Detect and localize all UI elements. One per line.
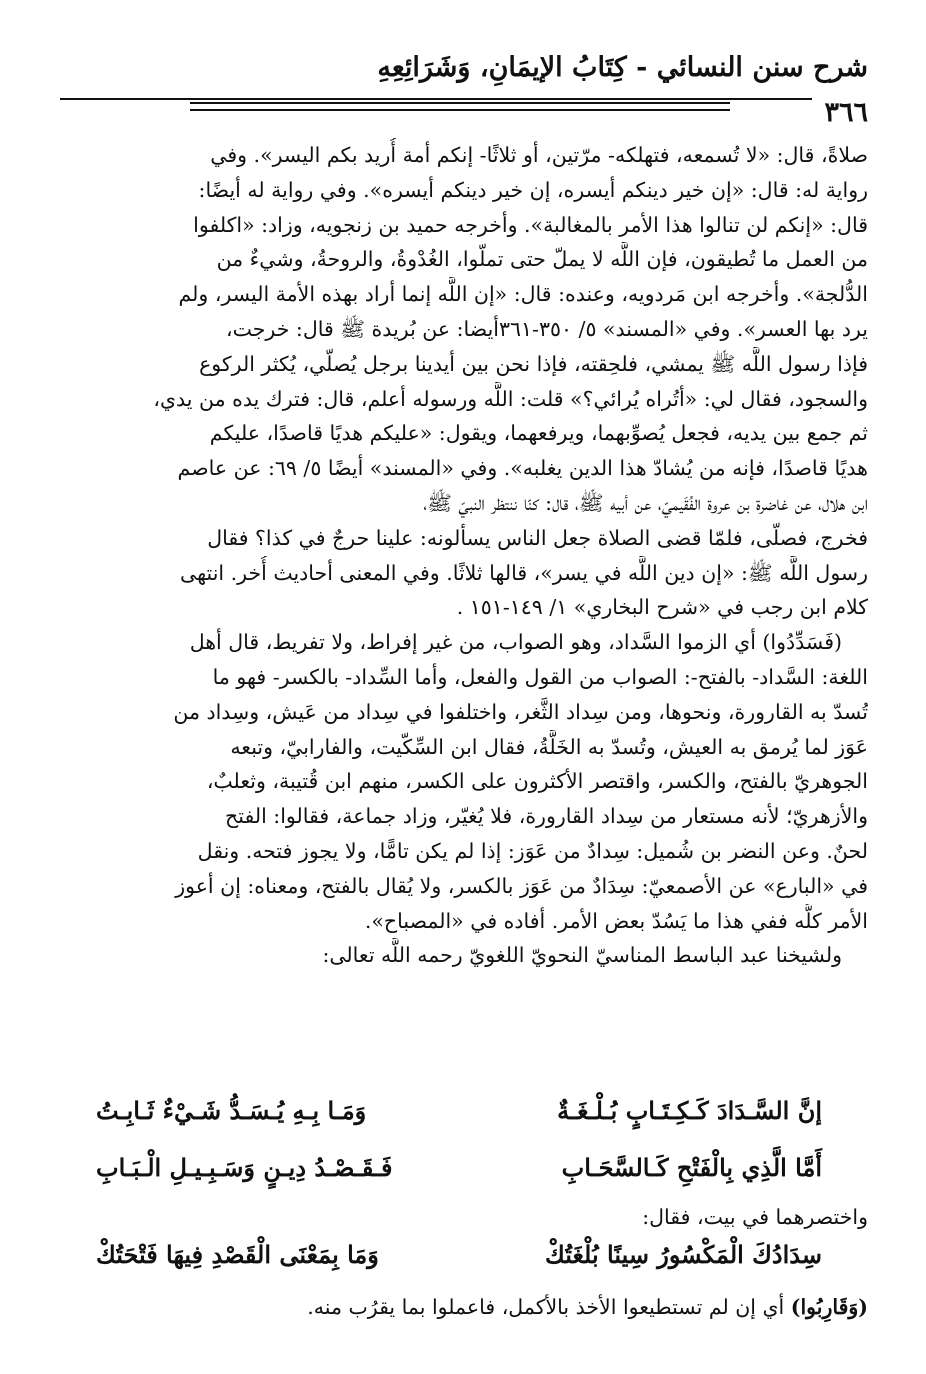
poem-verse-1 (96, 1096, 822, 1125)
body-line: كلام ابن رجب في «شرح البخاري» ١/ ١٤٩-١٥١ . (456, 595, 868, 620)
page-number-rules (190, 102, 730, 116)
verse-2-first-hemistich: أَمَّا الَّذِي بِالْفَتْحِ كَـالسَّحَـابِ (561, 1153, 822, 1182)
closing-text: أي إن لم تستطيعوا الأخذ بالأكمل، فاعملوا بما يقرُب منه. (307, 1295, 791, 1319)
body-line: والسجود، فقال لي: «أتُراه يُرائي؟» قلت: اللَّه ورسوله أعلم، قال: فترك يده من يدي، (153, 386, 868, 411)
verse-3-first-hemistich: سِدَادُكَ الْمَكْسُورُ سِينًا بُلْغَتُكْ (545, 1240, 822, 1269)
poem-verse-2 (96, 1153, 822, 1182)
verse-1-second-hemistich: وَمَـا بِـهِ يُـسَـدُّ شَـيْءٌ ثَـابِـتُ (96, 1096, 367, 1125)
closing-paragraph (64, 1290, 868, 1325)
body-line: (فَسَدِّدُوا) أي الزموا السَّداد، وهو الصواب، من غير إفراط، ولا تفريط، قال أهل (189, 630, 842, 655)
poem-verse-3 (96, 1240, 822, 1269)
body-line: يرد بها العسر». وفي «المسند» ٥/ ٣٥٠-٣٦١أيضا: عن بُريدة ﷺ قال: خرجت، (226, 316, 868, 341)
body-line: رواية له: قال: «إن خير دينكم أيسره، إن خير دينكم أيسره». وفي رواية له أيضًا: (198, 177, 868, 202)
poem-intro-2: واختصرهما في بيت، فقال: (642, 1205, 868, 1229)
body-line: لحنٌ. وعن النضر بن شُميل: سِدادٌ من عَوَز: إذا لم يكن تامًّا، ولا يجوز فتحه. ونقل (197, 838, 868, 863)
body-line: الأمر كلُّه ففي هذا ما يَسُدّ بعض الأمر. أفاده في «المصباح». (364, 908, 868, 933)
running-title: شرح سنن النسائي - كِتَابُ الإيمَانِ، وَشَرَائِعِهِ (377, 52, 868, 83)
body-line: الجوهريّ بالفتح، والكسر، واقتصر الأكثرون على الكسر، منهم ابن قُتيبة، وثعلبٌ، (206, 769, 868, 794)
body-line: فخرج، فصلّى، فلمّا قضى الصلاة جعل الناس يسألونه: علينا حرجٌ في كذا؟ فقال (207, 525, 868, 550)
body-text (64, 138, 868, 973)
body-line: الدُّلجة». وأخرجه ابن مَردويه، وعنده: قال: «إن اللَّه إنما أراد بهذه الأمة اليسر، ولم (178, 282, 868, 307)
verse-2-second-hemistich: فَـقَـصْـدُ دِيـنٍ وَسَـبِـيـلِ الْـبَـابِ (96, 1153, 393, 1182)
page-number: ٣٦٦ (812, 97, 868, 128)
body-line: ابن هلال، عن غاضرة بن عروة الفُقَيميّ، عن أبيه ﷺ، قال: كنّا ننتظر النبيّ ﷺ، (423, 490, 868, 515)
header-rule (60, 98, 868, 100)
body-line: ولشيخنا عبد الباسط المناسيّ النحويّ اللغويّ رحمه اللَّه تعالى: (322, 943, 842, 968)
body-line: هديًا قاصدًا، فإنه من يُشادّ هذا الدين يغلبه». وفي «المسند» أيضًا ٥/ ٦٩: عن عاصم (177, 456, 868, 481)
body-line: عَوَز لما يُرمق به العيش، وتُسدّ به الخَلَّةُ، فقال ابن السِّكّيت، والفارابيّ، وتبعه (230, 734, 868, 759)
body-line: ثم جمع بين يديه، فجعل يُصوِّبهما، ويرفعهما، ويقول: «عليكم هديًا قاصدًا، عليكم (209, 421, 868, 446)
page-header (60, 40, 868, 128)
body-line: والأزهريّ؛ لأنه مستعار من سِداد القارورة، فلا يُغيّر، وزاد جماعة، فقالوا: الفتح (225, 804, 868, 829)
body-line: اللغة: السَّداد- بالفتح-: الصواب من القول والفعل، وأما السِّداد- بالكسر- فهو ما (212, 664, 868, 689)
body-line: قال: «إنكم لن تنالوا هذا الأمر بالمغالبة». وأخرجه حميد بن زنجويه، وزاد: «اكلفوا (193, 212, 868, 237)
body-line: تُسدّ به القارورة، ونحوها، ومن سِداد الثَّغر، واختلفوا في سِداد من عَيش، وسِداد من (173, 699, 868, 724)
body-line: رسول اللَّه ﷺ: «إن دين اللَّه في يسر»، قالها ثلاثًا. وفي المعنى أحاديث أُخر. انتهى (179, 560, 868, 585)
body-line: صلاةً، قال: «لا تُسمعه، فتهلكه- مرّتين، أو ثلاثًا- إنكم أمة أُريد بكم اليسر». وفي (210, 143, 868, 167)
verse-1-first-hemistich: إنَّ السَّـدَادَ كَـكِـتَـابٍ بُـلْـغَـةٌ (557, 1096, 822, 1125)
body-line: من العمل ما تُطيقون، فإن اللَّه لا يملّ حتى تملّوا، الغُدْوةُ، والروحةُ، وشيءٌ من (216, 247, 868, 272)
body-line: فإذا رسول اللَّه ﷺ يمشي، فلحِقته، فإذا نحن بين أيدينا برجل يُصلّي، يُكثر الركوع (199, 351, 868, 376)
body-line: في «البارع» عن الأصمعيّ: سِدَادٌ من عَوَز بالكسر، ولا يُقال بالفتح، ومعناه: إن أعوز (175, 873, 868, 898)
verse-3-second-hemistich: وَمَا بِمَعْنَى الْقَصْدِ فِيهَا فَتْحَتُكْ (96, 1240, 379, 1269)
closing-keyword: (وَقَارِبُوا) (790, 1295, 868, 1319)
